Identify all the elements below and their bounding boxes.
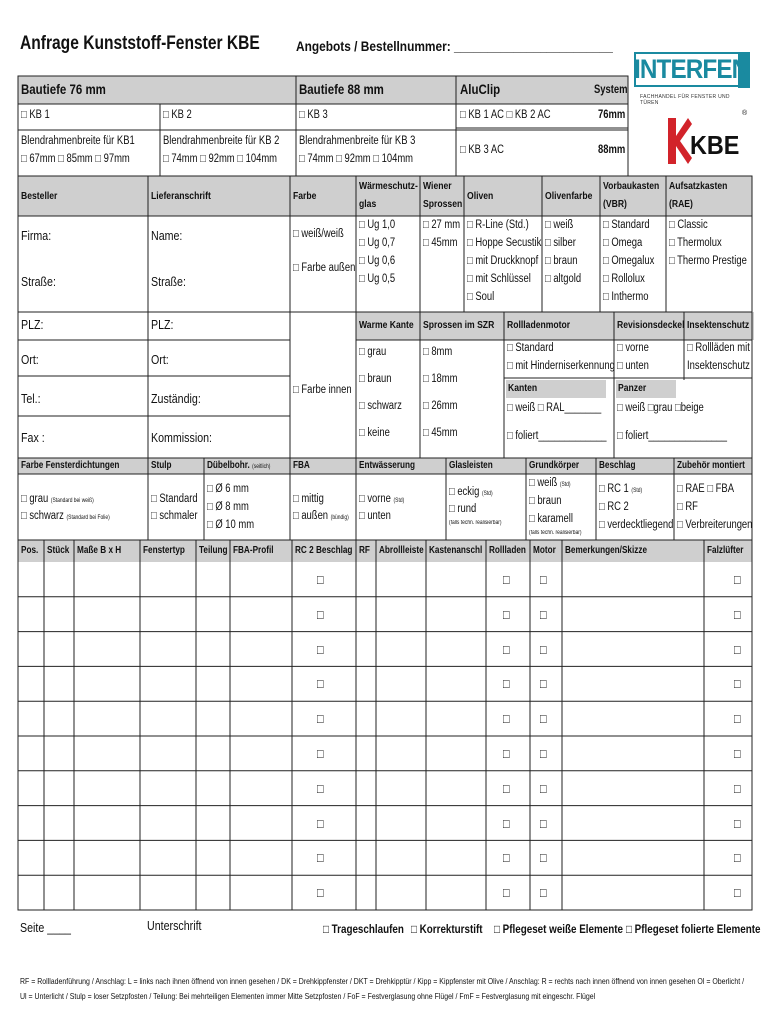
beschlag-header: Beschlag xyxy=(599,460,636,471)
panzer-colors-checkbox[interactable]: □ weiß □grau □beige xyxy=(617,402,704,414)
wiener-27-checkbox[interactable]: □ 27 mm xyxy=(423,219,461,231)
unterschrift-label: Unterschrift xyxy=(147,918,202,933)
system-88-value: 88mm xyxy=(598,144,626,156)
zubehoer-header: Zubehör montiert xyxy=(677,460,745,471)
row-2-motor-checkbox[interactable]: □ xyxy=(540,606,547,622)
olive-schluessel-checkbox[interactable]: □ mit Schlüssel xyxy=(467,273,531,285)
olivenfarbe-braun-checkbox[interactable]: □ braun xyxy=(545,255,578,267)
firma-field[interactable]: Firma: xyxy=(21,228,52,243)
row-8-motor-checkbox[interactable]: □ xyxy=(540,815,547,831)
row-1-motor-checkbox[interactable]: □ xyxy=(540,572,547,587)
name-field[interactable]: Name: xyxy=(151,228,183,243)
fba-aussen-checkbox[interactable] xyxy=(293,510,349,522)
kb-ac-checkboxes[interactable]: □ KB 1 AC □ KB 2 AC xyxy=(460,109,551,121)
beschlag-rc2-checkbox[interactable]: □ RC 2 xyxy=(599,501,629,513)
wk-braun-checkbox[interactable]: □ braun xyxy=(359,373,392,385)
system-76-value: 76mm xyxy=(598,109,626,121)
wk-schwarz-checkbox[interactable]: □ schwarz xyxy=(359,400,402,412)
system-label: System xyxy=(594,84,628,96)
row-1-rollladen-checkbox[interactable]: □ xyxy=(503,572,510,587)
logo-subtitle: FACHHANDEL FÜR FENSTER UND TÜREN xyxy=(640,94,730,106)
waermeschutz-header: Wärmeschutz- xyxy=(359,180,418,192)
liefer-strasse-field[interactable]: Straße: xyxy=(151,274,186,289)
glas-rund-sub: (falls techn. realisierbar) xyxy=(449,520,502,526)
grund-karamell-sub: (falls techn. realisierbar) xyxy=(529,530,582,536)
beschlag-rc1-label: □ RC 1 xyxy=(599,483,629,495)
wiener-header: Wiener xyxy=(423,180,452,192)
liefer-ort-field[interactable]: Ort: xyxy=(151,352,169,367)
wk-keine-checkbox[interactable]: □ keine xyxy=(359,427,390,439)
vorbaukasten-header: Vorbaukasten xyxy=(603,180,660,192)
blendrahmen-kb1-options[interactable]: □ 67mm □ 85mm □ 97mm xyxy=(21,153,130,165)
row-9-rc2-checkbox[interactable]: □ xyxy=(317,850,324,866)
row-7-rollladen-checkbox[interactable]: □ xyxy=(503,780,510,796)
col-header-12: Bemerkungen/Skizze xyxy=(565,545,648,556)
strasse-field[interactable]: Straße: xyxy=(21,274,56,289)
szr-18-checkbox[interactable]: □ 18mm xyxy=(423,373,458,385)
row-3-rc2-checkbox[interactable]: □ xyxy=(317,641,324,657)
szr-8-checkbox[interactable]: □ 8mm xyxy=(423,346,453,358)
zubehoer-rf-checkbox[interactable]: □ RF xyxy=(677,501,698,513)
row-4-motor-checkbox[interactable]: □ xyxy=(540,676,547,692)
row-4-falz-checkbox[interactable]: □ xyxy=(734,676,741,692)
col-header-7: RF xyxy=(359,545,370,556)
grund-karamell-checkbox[interactable]: □ karamell xyxy=(529,513,573,525)
row-5-rc2-checkbox[interactable]: □ xyxy=(317,711,324,727)
olive-soul-checkbox[interactable]: □ Soul xyxy=(467,291,495,303)
kb3-checkbox[interactable]: □ KB 3 xyxy=(299,109,328,121)
grund-weiss-sub: (Std) xyxy=(559,482,571,488)
kbe-text: KBE xyxy=(690,130,740,160)
motor-standard-checkbox[interactable]: □ Standard xyxy=(507,342,554,354)
fba-header: FBA xyxy=(293,460,310,471)
dichtung-schwarz-label: □ schwarz xyxy=(21,510,64,522)
rae-header: (RAE) xyxy=(669,198,693,210)
glas-rund-checkbox[interactable]: □ rund xyxy=(449,503,477,515)
row-8-rc2-checkbox[interactable]: □ xyxy=(317,815,324,831)
row-3-rollladen-checkbox[interactable]: □ xyxy=(503,641,510,657)
korrekturstift-checkbox[interactable]: □ Korrekturstift xyxy=(411,922,483,936)
row-5-motor-checkbox[interactable]: □ xyxy=(540,711,547,727)
dichtung-schwarz-checkbox[interactable] xyxy=(21,510,110,522)
col-header-9: Kastenanschl xyxy=(429,545,483,556)
stulp-schmaler-checkbox[interactable]: □ schmaler xyxy=(151,510,198,522)
insekten-checkbox[interactable]: □ Rollläden mit xyxy=(687,342,750,354)
olive-druckknopf-checkbox[interactable]: □ mit Druckknopf xyxy=(467,255,539,267)
panzer-header: Panzer xyxy=(618,382,647,394)
kb3ac-checkbox[interactable]: □ KB 3 AC xyxy=(460,144,504,156)
row-10-falz-checkbox[interactable]: □ xyxy=(734,885,741,901)
dichtung-grau-checkbox[interactable] xyxy=(21,493,94,505)
row-9-rollladen-checkbox[interactable]: □ xyxy=(503,850,510,866)
trageschlaufen-checkbox[interactable]: □ Trageschlaufen xyxy=(323,922,404,936)
col-header-1: Stück xyxy=(47,545,70,556)
zubehoer-verbreiterungen-checkbox[interactable]: □ Verbreiterungen xyxy=(677,519,753,531)
motor-hindernis-checkbox[interactable]: □ mit Hinderniserkennung xyxy=(507,360,615,372)
kanten-header: Kanten xyxy=(508,382,538,394)
plz-field[interactable]: PLZ: xyxy=(21,317,44,332)
olive-rline-checkbox[interactable]: □ R-Line (Std.) xyxy=(467,219,529,231)
vbr-omega-checkbox[interactable]: □ Omega xyxy=(603,237,643,249)
duebel-header xyxy=(207,460,270,471)
ug07-checkbox[interactable]: □ Ug 0,7 xyxy=(359,237,396,249)
col-header-0: Pos. xyxy=(21,545,39,556)
vbr-omegalux-checkbox[interactable]: □ Omegalux xyxy=(603,255,655,267)
aufsatzkasten-header: Aufsatzkasten xyxy=(669,180,728,192)
olivenfarbe-header: Olivenfarbe xyxy=(545,190,593,202)
entw-unten-checkbox[interactable]: □ unten xyxy=(359,510,391,522)
insekten-label: Insektenschutz xyxy=(687,360,750,372)
row-7-falz-checkbox[interactable]: □ xyxy=(734,780,741,796)
glas-eckig-label: □ eckig xyxy=(449,486,480,498)
dichtung-grau-sub: (Standard bei weiß) xyxy=(50,498,94,504)
kb1-checkbox[interactable]: □ KB 1 xyxy=(21,109,50,121)
col-header-4: Teilung xyxy=(199,545,228,556)
row-6-falz-checkbox[interactable]: □ xyxy=(734,746,741,761)
grund-braun-checkbox[interactable]: □ braun xyxy=(529,495,562,507)
aluclip-label: AluClip xyxy=(460,81,501,97)
row-5-falz-checkbox[interactable]: □ xyxy=(734,711,741,727)
order-number-field[interactable]: Angebots / Bestellnummer: ________________________ xyxy=(296,38,613,54)
lieferanschrift-header: Lieferanschrift xyxy=(151,190,211,202)
duebel-sub: (seitlich) xyxy=(252,464,271,470)
besteller-header: Besteller xyxy=(21,190,58,202)
sprossen-szr-header: Sprossen im SZR xyxy=(423,319,495,331)
panzer-foliert-checkbox[interactable]: □ foliert_______________ xyxy=(617,430,728,442)
ug06-checkbox[interactable]: □ Ug 0,6 xyxy=(359,255,396,267)
stulp-standard-checkbox[interactable]: □ Standard xyxy=(151,493,198,505)
col-header-10: Rollladen xyxy=(489,545,526,556)
vbr-header: (VBR) xyxy=(603,198,627,210)
grundkoerper-header: Grundkörper xyxy=(529,460,580,471)
sprossen-header: Sprossen xyxy=(423,198,463,210)
row-2-rc2-checkbox[interactable]: □ xyxy=(317,606,324,622)
oliven-header: Oliven xyxy=(467,190,494,202)
col-header-11: Motor xyxy=(533,545,556,556)
glas-eckig-checkbox[interactable] xyxy=(449,486,493,498)
row-3-motor-checkbox[interactable]: □ xyxy=(540,641,547,657)
kommission-field[interactable]: Kommission: xyxy=(151,430,213,445)
blendrahmen-kb2-options[interactable]: □ 74mm □ 92mm □ 104mm xyxy=(163,153,278,165)
rae-prestige-checkbox[interactable]: □ Thermo Prestige xyxy=(669,255,747,267)
row-1-rc2-checkbox[interactable]: □ xyxy=(317,572,324,587)
row-3-falz-checkbox[interactable]: □ xyxy=(734,641,741,657)
duebel-label: Dübelbohr. xyxy=(207,460,250,471)
rolladenmotor-header: Rollladenmotor xyxy=(507,319,571,331)
col-header-5: FBA-Profil xyxy=(233,545,274,556)
ug05-checkbox[interactable]: □ Ug 0,5 xyxy=(359,273,396,285)
rae-thermolux-checkbox[interactable]: □ Thermolux xyxy=(669,237,722,249)
vbr-standard-checkbox[interactable]: □ Standard xyxy=(603,219,650,231)
blendrahmen-kb2-label: Blendrahmenbreite für KB 2 xyxy=(163,135,280,147)
col-header-13: Falzlüfter xyxy=(707,545,744,556)
row-2-rollladen-checkbox[interactable]: □ xyxy=(503,606,510,622)
pflegeset-weiss-checkbox[interactable]: □ Pflegeset weiße Elemente xyxy=(494,922,623,936)
fax-field[interactable]: Fax : xyxy=(21,430,45,445)
col-header-3: Fenstertyp xyxy=(143,545,185,556)
olive-hoppe-checkbox[interactable]: □ Hoppe Secustik xyxy=(467,237,542,249)
rev-vorne-checkbox[interactable]: □ vorne xyxy=(617,342,649,354)
row-6-motor-checkbox[interactable]: □ xyxy=(540,746,547,761)
glasleisten-header: Glasleisten xyxy=(449,460,493,471)
col-header-2: Maße B x H xyxy=(77,545,122,556)
logo-text: INTERFEN xyxy=(634,54,749,84)
row-10-rollladen-checkbox[interactable]: □ xyxy=(503,885,510,901)
bautiefe-76-label: Bautiefe 76 mm xyxy=(21,81,106,97)
beschlag-rc1-sub: (Std) xyxy=(631,488,643,494)
kb2-checkbox[interactable]: □ KB 2 xyxy=(163,109,192,121)
row-6-rc2-checkbox[interactable]: □ xyxy=(317,746,324,761)
row-8-falz-checkbox[interactable]: □ xyxy=(734,815,741,831)
pflegeset-foliert-checkbox[interactable]: □ Pflegeset folierte Elemente xyxy=(626,922,761,936)
ug10-checkbox[interactable]: □ Ug 1,0 xyxy=(359,219,396,231)
insektenschutz-header: Insektenschutz xyxy=(687,319,750,331)
col-header-8: Abrollleiste xyxy=(379,545,424,556)
farbe-aussen-checkbox[interactable]: □ Farbe außen xyxy=(293,262,356,274)
farbe-weiss-checkbox[interactable]: □ weiß/weiß xyxy=(293,228,344,240)
rev-unten-checkbox[interactable]: □ unten xyxy=(617,360,649,372)
row-9-falz-checkbox[interactable]: □ xyxy=(734,850,741,866)
row-4-rc2-checkbox[interactable]: □ xyxy=(317,676,324,692)
entw-vorne-sub: (Std) xyxy=(393,498,405,504)
entwaesserung-header: Entwässerung xyxy=(359,460,416,471)
seite-field[interactable]: Seite ____ xyxy=(20,920,71,935)
registered-mark: ® xyxy=(742,110,748,117)
row-10-motor-checkbox[interactable]: □ xyxy=(540,885,547,901)
duebel-6-checkbox[interactable]: □ Ø 6 mm xyxy=(207,483,249,495)
row-6-rollladen-checkbox[interactable]: □ xyxy=(503,746,510,761)
duebel-10-checkbox[interactable]: □ Ø 10 mm xyxy=(207,519,255,531)
kanten-foliert-checkbox[interactable]: □ foliert_____________ xyxy=(507,430,607,442)
kanten-weiss-ral-checkbox[interactable]: □ weiß □ RAL_______ xyxy=(507,402,602,414)
grund-weiss-checkbox[interactable] xyxy=(529,477,571,489)
olivenfarbe-weiss-checkbox[interactable]: □ weiß xyxy=(545,219,574,231)
warme-kante-header: Warme Kante xyxy=(359,319,414,331)
blendrahmen-kb3-options[interactable]: □ 74mm □ 92mm □ 104mm xyxy=(299,153,414,165)
tel-field[interactable]: Tel.: xyxy=(21,391,41,406)
zustaendig-field[interactable]: Zuständig: xyxy=(151,391,201,406)
szr-26-checkbox[interactable]: □ 26mm xyxy=(423,400,458,412)
row-1-falz-checkbox[interactable]: □ xyxy=(734,572,741,587)
wiener-45-checkbox[interactable]: □ 45mm xyxy=(423,237,458,249)
farbe-header: Farbe xyxy=(293,190,317,202)
farbe-innen-checkbox[interactable]: □ Farbe innen xyxy=(293,384,352,396)
grund-weiss-label: □ weiß xyxy=(529,477,558,489)
rae-classic-checkbox[interactable]: □ Classic xyxy=(669,219,708,231)
stulp-header: Stulp xyxy=(151,460,172,471)
col-header-6: RC 2 Beschlag xyxy=(295,545,353,556)
row-10-rc2-checkbox[interactable]: □ xyxy=(317,885,324,901)
fba-aussen-label: □ außen xyxy=(293,510,329,522)
row-2-falz-checkbox[interactable]: □ xyxy=(734,606,741,622)
liefer-plz-field[interactable]: PLZ: xyxy=(151,317,174,332)
footer-legend: RF = Rollladenführung / Anschlag: L = links nach ihnen öffnend von innen gesehen / DK = Drehkippfenster / DKT = Drehkipptür / Kipp = Kippfenster mit Olive / Anschlag: R = rechts nach innen öffnend von innen gesehen Ol = Oberlicht / Ul = Unterlicht / Stulp = loser Setzpfosten / Teilung: Bei mehrteiligen Elementen immer Mitte Setzpfosten / FoF = Festverglasung ohne Flügel / FmF = Festverglasung mit eingeschr. Flügel xyxy=(20,976,745,1001)
page-title: Anfrage Kunststoff-Fenster KBE xyxy=(20,33,260,54)
szr-45-checkbox[interactable]: □ 45mm xyxy=(423,427,458,439)
beschlag-rc1-checkbox[interactable] xyxy=(599,483,642,495)
fensterdichtungen-header: Farbe Fensterdichtungen xyxy=(21,460,120,471)
fba-mittig-checkbox[interactable]: □ mittig xyxy=(293,493,324,505)
glas-eckig-sub: (Std) xyxy=(481,491,493,497)
revisionsdeckel-header: Revisionsdeckel xyxy=(617,319,685,331)
dichtung-grau-label: □ grau xyxy=(21,493,49,505)
blendrahmen-kb1-label: Blendrahmenbreite für KB1 xyxy=(21,135,135,147)
vbr-inthermo-checkbox[interactable]: □ Inthermo xyxy=(603,291,649,303)
fba-aussen-sub: (bündig) xyxy=(330,515,349,521)
ort-field[interactable]: Ort: xyxy=(21,352,39,367)
beschlag-verdeckt-checkbox[interactable]: □ verdecktliegend xyxy=(599,519,674,531)
row-7-rc2-checkbox[interactable]: □ xyxy=(317,780,324,796)
vbr-rollolux-checkbox[interactable]: □ Rollolux xyxy=(603,273,645,285)
entw-vorne-label: □ vorne xyxy=(359,493,391,505)
row-8-rollladen-checkbox[interactable]: □ xyxy=(503,815,510,831)
row-7-motor-checkbox[interactable]: □ xyxy=(540,780,547,796)
entw-vorne-checkbox[interactable] xyxy=(359,493,404,505)
glas-header: glas xyxy=(359,198,377,210)
olivenfarbe-altgold-checkbox[interactable]: □ altgold xyxy=(545,273,582,285)
zubehoer-rae-fba-checkbox[interactable]: □ RAE □ FBA xyxy=(677,483,734,495)
row-5-rollladen-checkbox[interactable]: □ xyxy=(503,711,510,727)
duebel-8-checkbox[interactable]: □ Ø 8 mm xyxy=(207,501,249,513)
blendrahmen-kb3-label: Blendrahmenbreite für KB 3 xyxy=(299,135,416,147)
row-9-motor-checkbox[interactable]: □ xyxy=(540,850,547,866)
dichtung-schwarz-sub: (Standard bei Folie) xyxy=(66,515,110,521)
wk-grau-checkbox[interactable]: □ grau xyxy=(359,346,387,358)
olivenfarbe-silber-checkbox[interactable]: □ silber xyxy=(545,237,576,249)
row-4-rollladen-checkbox[interactable]: □ xyxy=(503,676,510,692)
bautiefe-88-label: Bautiefe 88 mm xyxy=(299,81,384,97)
